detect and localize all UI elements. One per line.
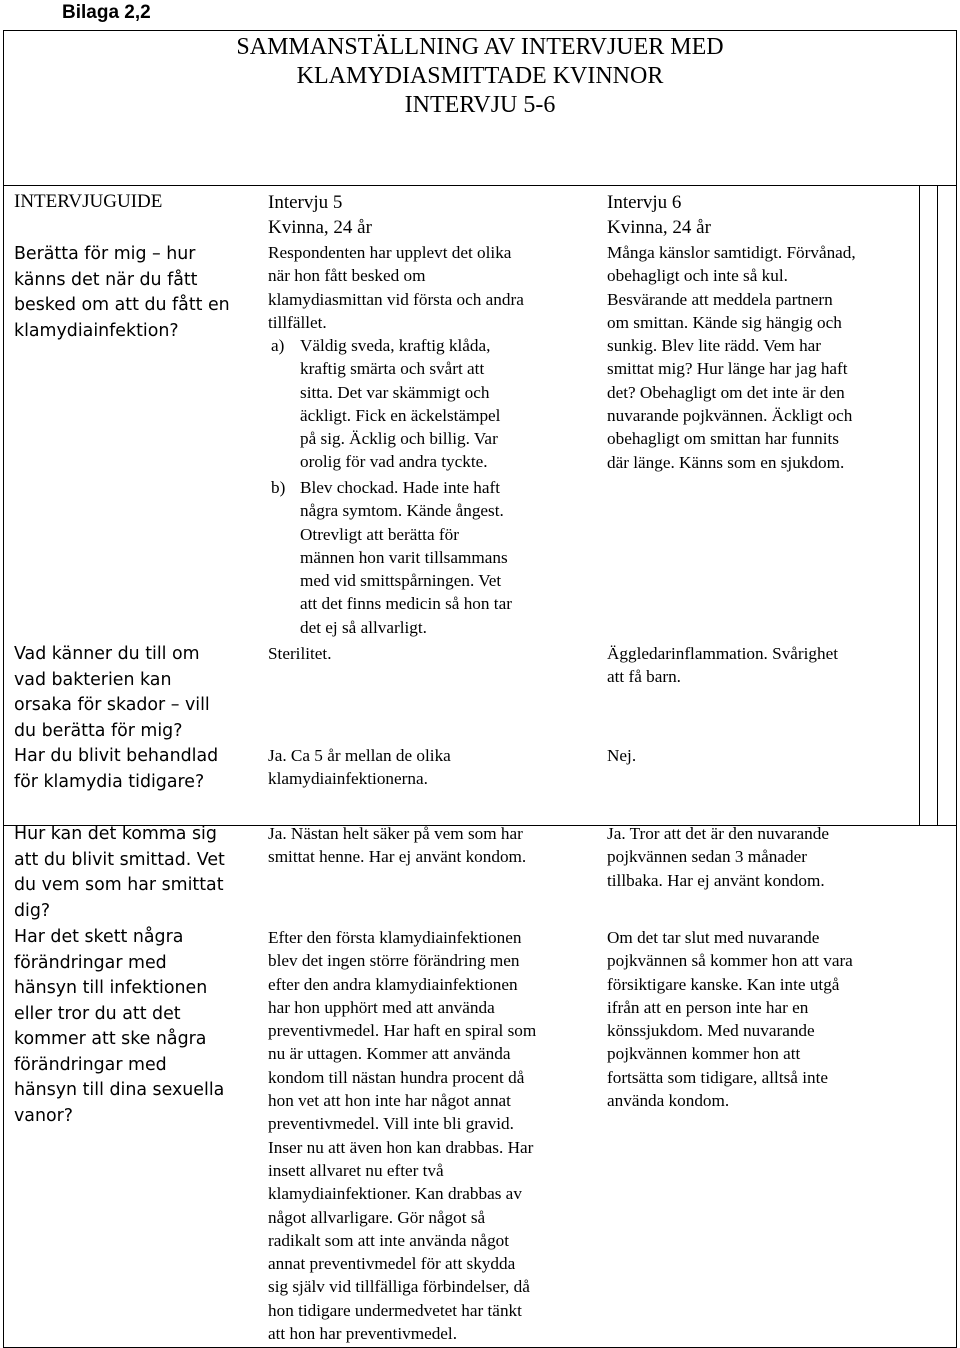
document-title-line-1: SAMMANSTÄLLNING AV INTERVJUER MED [236, 34, 724, 60]
interview-5-title: Intervju 5 [268, 192, 343, 213]
question-1: Berätta för mig – hur känns det när du fått besked om att du fått en klamydiainfektion? [14, 244, 230, 341]
question-4: Hur kan det komma sig att du blivit smittad. Vet du vem som har smittat dig? [14, 824, 225, 921]
document-title-line-3: INTERVJU 5-6 [404, 92, 556, 118]
interview-5-answer-1-intro: Respondenten har upplevt det olika när hon fått besked om klamydiasmittan vid första och andra tillfället. [268, 243, 524, 332]
interview-6-answer-1: Många känslor samtidigt. Förvånad, obehagligt och inte så kul. Besvärande att meddela partnern om smittan. Kände sig hängig och sunkig. Blev lite rädd. Vem har smittat mig? Hur länge har jag haft det? Obehagligt om det inte är den nuvarande pojkvännen. Äckligt och obehagligt om smittan har funnits där länge. Känns som en sjukdom. [607, 243, 856, 472]
interview-6-title: Intervju 6 [607, 192, 682, 213]
interview-5-answer-4: Ja. Nästan helt säker på vem som har smittat henne. Har ej använt kondom. [268, 824, 527, 867]
interview-5-answer-2: Sterilitet. [268, 644, 332, 663]
list-item-text: Blev chockad. Hade inte haft några symtom. Kände ångest. Otrevligt att berätta för männen hon varit tillsammans med vid smittspårningen. Vet att det finns medicin så hon tar det ej så allvarligt. [300, 478, 512, 637]
question-3: Har du blivit behandlad för klamydia tidigare? [14, 746, 219, 792]
column-divider-right-2 [937, 185, 938, 825]
interview-5-answer-5: Efter den första klamydiainfektionen blev det ingen större förändring men efter den andra klamydiainfektionen har hon upphört med att använda preventivmedel. Har haft en spiral som nu är uttagen. Kommer att använda kondom till nästan hundra procent då hon vet att hon inte har något annat preventivmedel. Vill inte bli gravid. Inser nu att även hon kan drabbas. Har insett allvaret nu efter två klamydiainfektioner. Kan drabbas av något allvarligare. Gör något så radikalt som att inte använda något annat preventivmedel för att skydda sig själv vid tillfälliga förbindelser, då hon tidigare undermedvetet har tänkt att hon har preventivmedel. [268, 928, 537, 1344]
list-marker: a) [271, 336, 285, 355]
interview-5-subtitle: Kvinna, 24 år [268, 217, 372, 238]
question-5: Har det skett några förändringar med hänsyn till infektionen eller tror du att det kommer att ske några förändringar med hänsyn till dina sexuella vanor? [14, 927, 225, 1126]
interview-6-answer-2: Äggledarinflammation. Svårighet att få barn. [607, 644, 839, 687]
interview-6-answer-4: Ja. Tror att det är den nuvarande pojkvännen sedan 3 månader tillbaka. Har ej använt kondom. [607, 824, 829, 890]
interview-guide-header: INTERVJUGUIDE [14, 191, 163, 212]
interview-6-answer-5: Om det tar slut med nuvarande pojkvännen så kommer hon att vara försiktigare kanske. Kan inte utgå ifrån att en person inte har en könssjukdom. Med nuvarande pojkvännen kommer hon att fortsätta som tidigare, alltså inte använda kondom. [607, 928, 853, 1111]
interview-6-answer-3: Nej. [607, 746, 637, 765]
list-item-text: Väldig sveda, kraftig klåda, kraftig smärta och svårt att sitta. Det var skämmigt och äckligt. Fick en äckelstämpel på sig. Äcklig och billig. Var orolig för vad andra tyckte. [300, 336, 501, 472]
interview-5-answer-3: Ja. Ca 5 år mellan de olika klamydiainfektionerna. [268, 746, 451, 789]
interview-5-answer-1-item-a [271, 334, 600, 474]
column-divider-right-1 [919, 185, 920, 825]
title-divider [3, 185, 956, 186]
list-marker: b) [271, 478, 286, 497]
interview-5-answer-1-item-b [271, 476, 600, 639]
interview-6-subtitle: Kvinna, 24 år [607, 217, 711, 238]
page-label: Bilaga 2,2 [62, 2, 151, 23]
document-title-line-2: KLAMYDIASMITTADE KVINNOR [296, 63, 664, 89]
question-2: Vad känner du till om vad bakterien kan orsaka för skador – vill du berätta för mig? [14, 644, 210, 741]
